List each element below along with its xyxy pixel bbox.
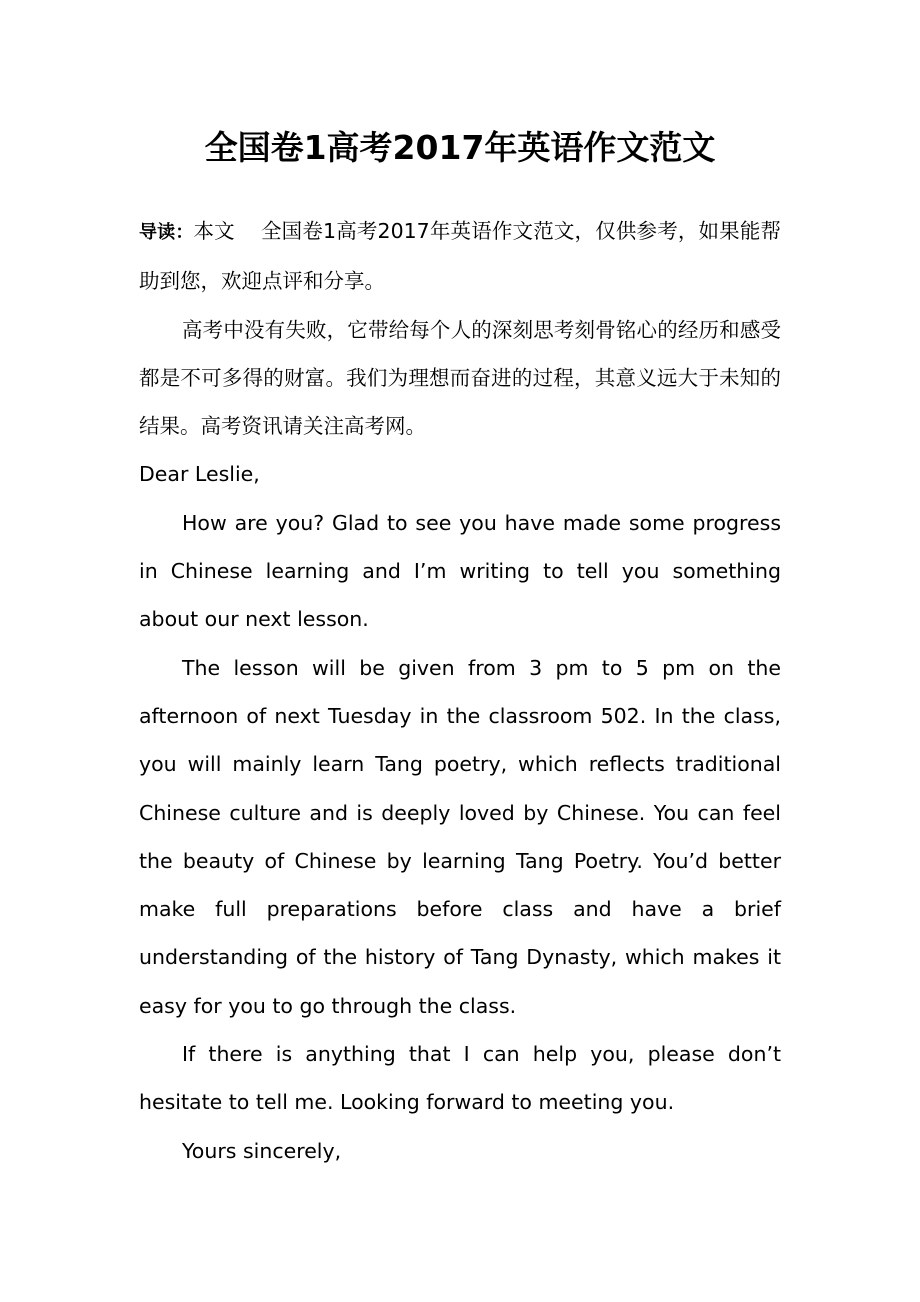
letter-paragraph-1: How are you? Glad to see you have made some progress in Chinese learning and I’m writing to tell you something about our next lesson. [139, 510, 781, 632]
intro-prefix: 本文 [193, 219, 235, 243]
letter-paragraph-2: The lesson will be given from 3 pm to 5 pm on the afternoon of next Tuesday in the classroom 502. In the class, you will mainly learn Tang poetry, which reflects traditional Chinese culture and is deeply loved by Chinese. You can feel the beauty of Chinese by learning Tang Poetry. You’d better make full preparations before class and have a brief understanding of the history of Tang Dynasty, which makes it easy for you to go through the class. [139, 655, 781, 1018]
letter-salutation: Dear Leslie, [139, 462, 260, 487]
letter-paragraph-3: If there is anything that I can help you, please don’t hesitate to tell me. Looking forward to meeting you. [139, 1042, 781, 1115]
intro-label: 导读： [139, 222, 194, 243]
page-title: 全国卷1高考2017年英语作文范文 [204, 128, 716, 167]
document-body [139, 207, 781, 1175]
preface-paragraph: 高考中没有失败，它带给每个人的深刻思考刻骨铭心的经历和感受都是不可多得的财富。我们为理想而奋进的过程，其意义远大于未知的结果。高考资讯请关注高考网。 [139, 317, 781, 439]
letter-closing: Yours sincerely, [182, 1138, 342, 1163]
intro-paragraph [139, 207, 781, 306]
intro-text: 全国卷1高考2017年英语作文范文，仅供参考，如果能帮助到您，欢迎点评和分享。 [139, 219, 782, 294]
